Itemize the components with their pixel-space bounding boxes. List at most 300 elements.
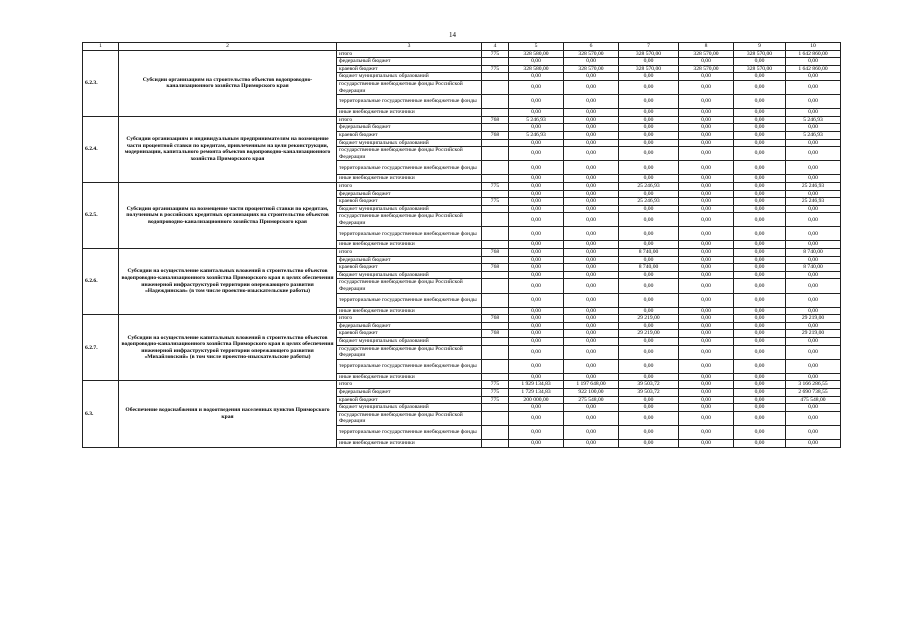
amount-cell: 5 246,93 xyxy=(786,131,841,139)
funding-source: государственные внебюджетные фонды Российской Федерации xyxy=(337,80,482,94)
grbs-code: 775 xyxy=(482,182,509,190)
amount-cell: 0,00 xyxy=(679,345,734,359)
amount-cell: 0,00 xyxy=(734,198,786,206)
amount-cell: 0,00 xyxy=(619,411,679,425)
amount-cell: 0,00 xyxy=(564,279,619,293)
amount-cell: 0,00 xyxy=(734,73,786,81)
funding-source: федеральный бюджет xyxy=(337,124,482,132)
amount-cell: 0,00 xyxy=(509,139,564,147)
funding-source: государственные внебюджетные фонды Российской Федерации xyxy=(337,147,482,161)
amount-cell: 328 570,00 xyxy=(564,50,619,58)
amount-cell: 0,00 xyxy=(734,227,786,241)
amount-cell: 0,00 xyxy=(786,338,841,346)
amount-cell: 0,00 xyxy=(564,439,619,447)
amount-cell: 328 580,00 xyxy=(509,50,564,58)
amount-cell: 0,00 xyxy=(679,227,734,241)
amount-cell: 0,00 xyxy=(619,161,679,175)
amount-cell: 328 570,00 xyxy=(734,65,786,73)
amount-cell: 0,00 xyxy=(679,116,734,124)
amount-cell: 0,00 xyxy=(734,373,786,381)
funding-source: краевой бюджет xyxy=(337,131,482,139)
amount-cell: 0,00 xyxy=(679,338,734,346)
column-header: 6 xyxy=(564,43,619,51)
amount-cell: 0,00 xyxy=(679,315,734,323)
amount-cell: 0,00 xyxy=(509,338,564,346)
grbs-code xyxy=(482,241,509,249)
amount-cell: 25 246,93 xyxy=(786,182,841,190)
grbs-code: 775 xyxy=(482,50,509,58)
amount-cell: 0,00 xyxy=(679,95,734,109)
amount-cell: 29 219,00 xyxy=(619,330,679,338)
amount-cell: 0,00 xyxy=(619,271,679,279)
amount-cell: 0,00 xyxy=(786,109,841,117)
amount-cell: 0,00 xyxy=(786,279,841,293)
section-code: 6.2.4. xyxy=(83,116,119,182)
amount-cell: 0,00 xyxy=(786,73,841,81)
amount-cell: 0,00 xyxy=(564,131,619,139)
amount-cell: 922 100,00 xyxy=(564,388,619,396)
amount-cell: 0,00 xyxy=(619,124,679,132)
funding-source: государственные внебюджетные фонды Российской Федерации xyxy=(337,279,482,293)
amount-cell: 0,00 xyxy=(679,139,734,147)
amount-cell: 0,00 xyxy=(619,241,679,249)
amount-cell: 5 246,93 xyxy=(786,116,841,124)
grbs-code: 775 xyxy=(482,388,509,396)
funding-source: федеральный бюджет xyxy=(337,256,482,264)
grbs-code: 768 xyxy=(482,249,509,257)
amount-cell: 0,00 xyxy=(619,256,679,264)
column-header: 4 xyxy=(482,43,509,51)
amount-cell: 0,00 xyxy=(564,213,619,227)
amount-cell: 0,00 xyxy=(734,131,786,139)
amount-cell: 328 570,00 xyxy=(679,65,734,73)
amount-cell: 0,00 xyxy=(619,109,679,117)
column-header: 8 xyxy=(679,43,734,51)
grbs-code: 775 xyxy=(482,65,509,73)
amount-cell: 0,00 xyxy=(679,256,734,264)
funding-source: территориальные государственные внебюджетные фонды xyxy=(337,227,482,241)
funding-source: бюджет муниципальных образований xyxy=(337,271,482,279)
amount-cell: 0,00 xyxy=(564,198,619,206)
amount-cell: 0,00 xyxy=(679,161,734,175)
amount-cell: 0,00 xyxy=(679,175,734,183)
amount-cell: 328 570,00 xyxy=(679,50,734,58)
funding-source: территориальные государственные внебюджетные фонды xyxy=(337,293,482,307)
column-header: 9 xyxy=(734,43,786,51)
amount-cell: 0,00 xyxy=(564,139,619,147)
grbs-code: 768 xyxy=(482,264,509,272)
amount-cell: 0,00 xyxy=(509,95,564,109)
amount-cell: 0,00 xyxy=(564,95,619,109)
funding-source: территориальные государственные внебюджетные фонды xyxy=(337,425,482,439)
amount-cell: 0,00 xyxy=(786,190,841,198)
amount-cell: 0,00 xyxy=(564,359,619,373)
amount-cell: 0,00 xyxy=(679,190,734,198)
amount-cell: 0,00 xyxy=(509,256,564,264)
amount-cell: 0,00 xyxy=(564,73,619,81)
amount-cell: 0,00 xyxy=(786,411,841,425)
grbs-code xyxy=(482,73,509,81)
amount-cell: 0,00 xyxy=(509,271,564,279)
amount-cell: 0,00 xyxy=(679,241,734,249)
amount-cell: 0,00 xyxy=(679,373,734,381)
amount-cell: 275 548,00 xyxy=(564,396,619,404)
funding-source: краевой бюджет xyxy=(337,198,482,206)
section-name: Субсидии организациям на строительство объектов водопроводно-канализационного хозяйства Приморского края xyxy=(119,50,337,116)
amount-cell: 0,00 xyxy=(619,345,679,359)
amount-cell: 0,00 xyxy=(509,330,564,338)
amount-cell: 0,00 xyxy=(734,182,786,190)
amount-cell: 0,00 xyxy=(509,307,564,315)
funding-source: иные внебюджетные источники xyxy=(337,241,482,249)
amount-cell: 0,00 xyxy=(734,307,786,315)
amount-cell: 0,00 xyxy=(734,139,786,147)
amount-cell: 0,00 xyxy=(564,161,619,175)
column-header: 2 xyxy=(119,43,337,51)
amount-cell: 39 503,72 xyxy=(619,381,679,389)
funding-source: краевой бюджет xyxy=(337,330,482,338)
amount-cell: 0,00 xyxy=(734,80,786,94)
amount-cell: 0,00 xyxy=(679,109,734,117)
amount-cell: 0,00 xyxy=(786,139,841,147)
amount-cell: 0,00 xyxy=(564,293,619,307)
grbs-code xyxy=(482,175,509,183)
amount-cell: 0,00 xyxy=(564,124,619,132)
grbs-code xyxy=(482,307,509,315)
section-name: Субсидии на осуществление капитальных вложений в строительство объектов водопроводно-канализационного хозяйства Приморского края в целях обеспечения инженерной инфраструктурой территории опережающего развития «Михайловский» (в том числе проектно-изыскательские работы) xyxy=(119,315,337,381)
amount-cell: 0,00 xyxy=(734,439,786,447)
amount-cell: 0,00 xyxy=(679,80,734,94)
amount-cell: 0,00 xyxy=(509,439,564,447)
grbs-code xyxy=(482,109,509,117)
amount-cell: 328 570,00 xyxy=(619,50,679,58)
amount-cell: 0,00 xyxy=(509,411,564,425)
amount-cell: 3 166 286,55 xyxy=(786,381,841,389)
amount-cell: 0,00 xyxy=(509,359,564,373)
funding-source: иные внебюджетные источники xyxy=(337,175,482,183)
amount-cell: 1 642 860,00 xyxy=(786,50,841,58)
amount-cell: 0,00 xyxy=(509,345,564,359)
grbs-code xyxy=(482,359,509,373)
amount-cell: 0,00 xyxy=(786,80,841,94)
grbs-code xyxy=(482,345,509,359)
amount-cell: 0,00 xyxy=(734,293,786,307)
section-code: 6.2.7. xyxy=(83,315,119,381)
amount-cell: 0,00 xyxy=(734,175,786,183)
amount-cell: 0,00 xyxy=(734,213,786,227)
grbs-code xyxy=(482,425,509,439)
amount-cell: 0,00 xyxy=(679,147,734,161)
amount-cell: 0,00 xyxy=(564,404,619,412)
amount-cell: 0,00 xyxy=(564,256,619,264)
funding-source: итого xyxy=(337,182,482,190)
funding-source: итого xyxy=(337,50,482,58)
amount-cell: 0,00 xyxy=(734,315,786,323)
amount-cell: 0,00 xyxy=(619,322,679,330)
amount-cell: 0,00 xyxy=(786,271,841,279)
funding-source: итого xyxy=(337,381,482,389)
funding-source: территориальные государственные внебюджетные фонды xyxy=(337,359,482,373)
amount-cell: 0,00 xyxy=(734,95,786,109)
amount-cell: 0,00 xyxy=(679,322,734,330)
section-name: Субсидии организациям на возмещение части процентной ставки по кредитам, полученным в российских кредитных организациях на строительство объектов водопроводно-канализационного хозяйства Приморского края xyxy=(119,182,337,248)
table-row xyxy=(83,315,841,323)
funding-source: бюджет муниципальных образований xyxy=(337,338,482,346)
amount-cell: 0,00 xyxy=(619,175,679,183)
grbs-code xyxy=(482,439,509,447)
amount-cell: 0,00 xyxy=(564,338,619,346)
amount-cell: 0,00 xyxy=(509,264,564,272)
amount-cell: 0,00 xyxy=(619,58,679,66)
amount-cell: 1 642 860,00 xyxy=(786,65,841,73)
grbs-code xyxy=(482,58,509,66)
amount-cell: 0,00 xyxy=(734,264,786,272)
grbs-code: 768 xyxy=(482,131,509,139)
section-code: 6.2.5. xyxy=(83,182,119,248)
amount-cell: 0,00 xyxy=(734,190,786,198)
amount-cell: 0,00 xyxy=(564,373,619,381)
header-row xyxy=(83,43,841,51)
column-header: 5 xyxy=(509,43,564,51)
funding-source: краевой бюджет xyxy=(337,396,482,404)
amount-cell: 0,00 xyxy=(619,73,679,81)
section-name: Субсидии на осуществление капитальных вложений в строительство объектов водопроводно-канализационного хозяйства Приморского края в целях обеспечения инженерной инфраструктурой территории опережающего развития «Надеждинская» (в том числе проектно-изыскательские работы) xyxy=(119,249,337,315)
amount-cell: 0,00 xyxy=(619,373,679,381)
grbs-code xyxy=(482,95,509,109)
grbs-code xyxy=(482,227,509,241)
amount-cell: 0,00 xyxy=(786,439,841,447)
amount-cell: 0,00 xyxy=(786,95,841,109)
amount-cell: 0,00 xyxy=(786,425,841,439)
grbs-code: 775 xyxy=(482,198,509,206)
amount-cell: 0,00 xyxy=(564,307,619,315)
amount-cell: 0,00 xyxy=(786,147,841,161)
section-code: 6.2.3. xyxy=(83,50,119,116)
grbs-code: 775 xyxy=(482,381,509,389)
amount-cell: 0,00 xyxy=(734,271,786,279)
amount-cell: 0,00 xyxy=(786,345,841,359)
amount-cell: 0,00 xyxy=(734,396,786,404)
amount-cell: 0,00 xyxy=(679,249,734,257)
amount-cell: 8 740,00 xyxy=(619,264,679,272)
amount-cell: 1 929 134,83 xyxy=(509,381,564,389)
amount-cell: 2 690 738,55 xyxy=(786,388,841,396)
funding-source: государственные внебюджетные фонды Российской Федерации xyxy=(337,411,482,425)
funding-source: итого xyxy=(337,315,482,323)
amount-cell: 0,00 xyxy=(786,293,841,307)
funding-source: федеральный бюджет xyxy=(337,322,482,330)
table-row xyxy=(83,182,841,190)
amount-cell: 328 580,00 xyxy=(509,65,564,73)
amount-cell: 0,00 xyxy=(509,227,564,241)
amount-cell: 0,00 xyxy=(564,190,619,198)
amount-cell: 0,00 xyxy=(509,147,564,161)
amount-cell: 0,00 xyxy=(564,182,619,190)
amount-cell: 0,00 xyxy=(734,411,786,425)
amount-cell: 8 740,00 xyxy=(619,249,679,257)
amount-cell: 0,00 xyxy=(619,116,679,124)
funding-source: краевой бюджет xyxy=(337,65,482,73)
amount-cell: 29 219,00 xyxy=(786,315,841,323)
amount-cell: 0,00 xyxy=(564,411,619,425)
amount-cell: 0,00 xyxy=(786,256,841,264)
amount-cell: 0,00 xyxy=(619,205,679,213)
funding-source: федеральный бюджет xyxy=(337,190,482,198)
amount-cell: 0,00 xyxy=(786,161,841,175)
amount-cell: 0,00 xyxy=(564,241,619,249)
amount-cell: 0,00 xyxy=(509,404,564,412)
amount-cell: 0,00 xyxy=(679,439,734,447)
amount-cell: 0,00 xyxy=(509,213,564,227)
amount-cell: 0,00 xyxy=(509,58,564,66)
grbs-code: 768 xyxy=(482,116,509,124)
amount-cell: 0,00 xyxy=(679,330,734,338)
amount-cell: 0,00 xyxy=(679,198,734,206)
amount-cell: 0,00 xyxy=(509,315,564,323)
funding-source: территориальные государственные внебюджетные фонды xyxy=(337,161,482,175)
amount-cell: 200 000,00 xyxy=(509,396,564,404)
amount-cell: 0,00 xyxy=(509,279,564,293)
column-header: 3 xyxy=(337,43,482,51)
grbs-code xyxy=(482,256,509,264)
section-name: Субсидии организациям и индивидуальным предпринимателям на возмещение части процентной ставки по кредитам, привлеченным на цели реконструкции, модернизации, капитального ремонта объектов водопроводно-канализационного хозяйства Приморского края xyxy=(119,116,337,182)
amount-cell: 0,00 xyxy=(619,131,679,139)
amount-cell: 0,00 xyxy=(734,249,786,257)
amount-cell: 0,00 xyxy=(619,147,679,161)
amount-cell: 0,00 xyxy=(786,213,841,227)
amount-cell: 0,00 xyxy=(564,330,619,338)
amount-cell: 475 548,00 xyxy=(786,396,841,404)
funding-source: бюджет муниципальных образований xyxy=(337,205,482,213)
amount-cell: 0,00 xyxy=(509,205,564,213)
amount-cell: 0,00 xyxy=(509,249,564,257)
funding-source: федеральный бюджет xyxy=(337,58,482,66)
amount-cell: 0,00 xyxy=(786,322,841,330)
amount-cell: 0,00 xyxy=(509,190,564,198)
amount-cell: 0,00 xyxy=(786,307,841,315)
table-row xyxy=(83,381,841,389)
amount-cell: 0,00 xyxy=(734,124,786,132)
amount-cell: 0,00 xyxy=(619,307,679,315)
amount-cell: 25 246,93 xyxy=(619,198,679,206)
funding-source: иные внебюджетные источники xyxy=(337,109,482,117)
funding-source: территориальные государственные внебюджетные фонды xyxy=(337,95,482,109)
amount-cell: 0,00 xyxy=(509,80,564,94)
amount-cell: 0,00 xyxy=(509,241,564,249)
amount-cell: 0,00 xyxy=(734,241,786,249)
amount-cell: 0,00 xyxy=(564,345,619,359)
amount-cell: 0,00 xyxy=(786,404,841,412)
amount-cell: 0,00 xyxy=(509,109,564,117)
funding-source: бюджет муниципальных образований xyxy=(337,404,482,412)
amount-cell: 0,00 xyxy=(564,109,619,117)
amount-cell: 0,00 xyxy=(734,345,786,359)
amount-cell: 0,00 xyxy=(564,249,619,257)
amount-cell: 0,00 xyxy=(679,381,734,389)
amount-cell: 8 740,00 xyxy=(786,264,841,272)
amount-cell: 0,00 xyxy=(619,404,679,412)
amount-cell: 328 570,00 xyxy=(564,65,619,73)
amount-cell: 0,00 xyxy=(734,388,786,396)
amount-cell: 0,00 xyxy=(564,147,619,161)
amount-cell: 0,00 xyxy=(509,182,564,190)
amount-cell: 0,00 xyxy=(679,73,734,81)
amount-cell: 0,00 xyxy=(679,359,734,373)
amount-cell: 0,00 xyxy=(786,205,841,213)
amount-cell: 0,00 xyxy=(619,359,679,373)
page-number: 14 xyxy=(449,31,456,39)
grbs-code xyxy=(482,205,509,213)
amount-cell: 0,00 xyxy=(786,58,841,66)
amount-cell: 0,00 xyxy=(734,256,786,264)
amount-cell: 0,00 xyxy=(509,198,564,206)
amount-cell: 0,00 xyxy=(564,264,619,272)
funding-source: итого xyxy=(337,116,482,124)
amount-cell: 0,00 xyxy=(619,139,679,147)
column-header: 1 xyxy=(83,43,119,51)
amount-cell: 0,00 xyxy=(734,425,786,439)
amount-cell: 0,00 xyxy=(564,425,619,439)
amount-cell: 0,00 xyxy=(679,182,734,190)
amount-cell: 0,00 xyxy=(734,205,786,213)
budget-table xyxy=(82,42,841,448)
amount-cell: 0,00 xyxy=(734,404,786,412)
funding-source: государственные внебюджетные фонды Российской Федерации xyxy=(337,213,482,227)
amount-cell: 0,00 xyxy=(509,124,564,132)
grbs-code xyxy=(482,80,509,94)
amount-cell: 0,00 xyxy=(619,279,679,293)
amount-cell: 0,00 xyxy=(619,80,679,94)
amount-cell: 0,00 xyxy=(619,396,679,404)
amount-cell: 0,00 xyxy=(619,95,679,109)
funding-source: иные внебюджетные источники xyxy=(337,373,482,381)
grbs-code xyxy=(482,279,509,293)
amount-cell: 0,00 xyxy=(679,264,734,272)
amount-cell: 39 503,72 xyxy=(619,388,679,396)
amount-cell: 0,00 xyxy=(509,425,564,439)
amount-cell: 0,00 xyxy=(786,241,841,249)
amount-cell: 25 246,93 xyxy=(619,182,679,190)
grbs-code xyxy=(482,338,509,346)
funding-source: иные внебюджетные источники xyxy=(337,307,482,315)
amount-cell: 0,00 xyxy=(509,175,564,183)
funding-source: краевой бюджет xyxy=(337,264,482,272)
amount-cell: 0,00 xyxy=(679,307,734,315)
amount-cell: 0,00 xyxy=(619,190,679,198)
grbs-code xyxy=(482,139,509,147)
amount-cell: 0,00 xyxy=(734,381,786,389)
amount-cell: 0,00 xyxy=(679,205,734,213)
funding-source: бюджет муниципальных образований xyxy=(337,73,482,81)
grbs-code xyxy=(482,271,509,279)
amount-cell: 0,00 xyxy=(786,373,841,381)
column-header: 10 xyxy=(786,43,841,51)
amount-cell: 0,00 xyxy=(679,388,734,396)
amount-cell: 0,00 xyxy=(734,279,786,293)
amount-cell: 0,00 xyxy=(679,279,734,293)
grbs-code: 768 xyxy=(482,330,509,338)
amount-cell: 0,00 xyxy=(734,359,786,373)
amount-cell: 0,00 xyxy=(564,58,619,66)
amount-cell: 1 729 134,83 xyxy=(509,388,564,396)
amount-cell: 0,00 xyxy=(679,131,734,139)
amount-cell: 0,00 xyxy=(679,213,734,227)
funding-source: иные внебюджетные источники xyxy=(337,439,482,447)
amount-cell: 0,00 xyxy=(564,205,619,213)
amount-cell: 0,00 xyxy=(619,213,679,227)
column-header: 7 xyxy=(619,43,679,51)
section-name: Обеспечение водоснабжения и водоотведения населенных пунктов Приморского края xyxy=(119,381,337,447)
